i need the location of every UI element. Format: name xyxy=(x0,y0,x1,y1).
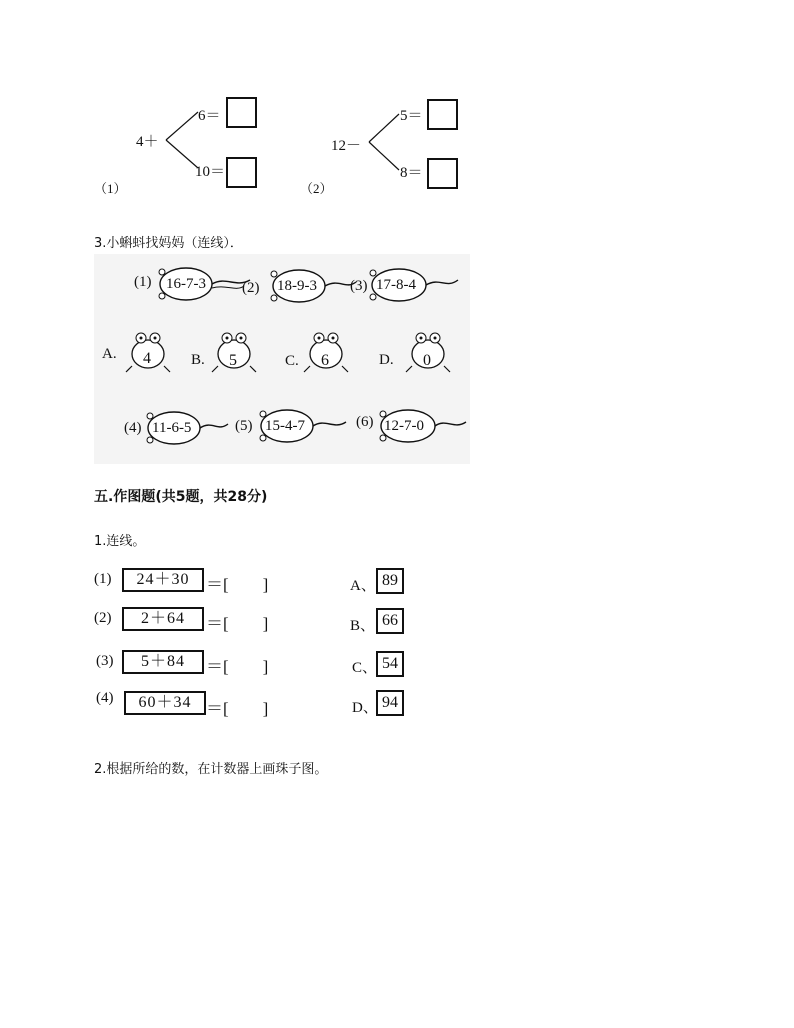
frog-a-label: A. xyxy=(102,346,117,362)
option-label: D、 xyxy=(352,700,378,716)
frog-c-label: C. xyxy=(285,353,299,369)
tree-top-expr: 5＝ xyxy=(400,108,423,124)
tadpole-6-expr: 12-7-0 xyxy=(384,418,424,434)
tadpole-4-label: (4) xyxy=(124,420,142,436)
tree-root: 12－ xyxy=(331,138,362,154)
row-number: (4) xyxy=(96,690,114,706)
row-number: (3) xyxy=(96,653,114,669)
expression-box: 24＋30 xyxy=(122,568,204,592)
row-number: (1) xyxy=(94,571,112,587)
tadpole-frog-picture xyxy=(94,254,470,464)
section-5-heading: 五.作图题(共5题，共28分) xyxy=(94,489,268,505)
frog-b-value: 5 xyxy=(229,352,237,369)
tree-bottom-expr: 10＝ xyxy=(195,164,226,180)
question-2-title: 2.根据所给的数，在计数器上画珠子图。 xyxy=(94,762,328,777)
answer-box[interactable] xyxy=(427,99,458,130)
answer-box[interactable] xyxy=(427,158,458,189)
expression-box: 2＋64 xyxy=(122,607,204,631)
tree-top-expr: 6＝ xyxy=(198,108,221,124)
option-box[interactable]: 94 xyxy=(376,690,404,716)
tree-root: 4＋ xyxy=(136,134,159,150)
tadpole-2-label: (2) xyxy=(242,280,260,296)
frog-d-value: 0 xyxy=(423,352,431,369)
answer-bracket[interactable]: ＝[ ] xyxy=(206,657,269,676)
frog-d-label: D. xyxy=(379,352,394,368)
tadpole-5-label: (5) xyxy=(235,418,253,434)
row-number: (2) xyxy=(94,610,112,626)
answer-bracket[interactable]: ＝[ ] xyxy=(206,699,269,718)
answer-box[interactable] xyxy=(226,97,257,128)
diagram-label: （1） xyxy=(94,181,127,196)
option-label: C、 xyxy=(352,660,378,676)
tadpole-5-expr: 15-4-7 xyxy=(265,418,305,434)
answer-bracket[interactable]: ＝[ ] xyxy=(206,614,269,633)
diagram-label: （2） xyxy=(300,181,333,196)
option-label: A、 xyxy=(350,578,376,594)
question-3-title: 3.小蝌蚪找妈妈（连线）． xyxy=(94,236,243,251)
expression-box: 5＋84 xyxy=(122,650,204,674)
tadpole-2-expr: 18-9-3 xyxy=(277,278,317,294)
frog-a-value: 4 xyxy=(143,350,151,367)
option-box[interactable]: 54 xyxy=(376,651,404,677)
frog-b-label: B. xyxy=(191,352,205,368)
frog-c-value: 6 xyxy=(321,352,329,369)
option-box[interactable]: 66 xyxy=(376,608,404,634)
tadpole-1-label: (1) xyxy=(134,274,152,290)
expression-box: 60＋34 xyxy=(124,691,206,715)
answer-bracket[interactable]: ＝[ ] xyxy=(206,575,269,594)
tadpole-4-expr: 11-6-5 xyxy=(152,420,192,436)
answer-box[interactable] xyxy=(226,157,257,188)
tree-bottom-expr: 8＝ xyxy=(400,165,423,181)
tadpole-1-expr: 16-7-3 xyxy=(166,276,206,292)
tadpole-3-expr: 17-8-4 xyxy=(376,277,416,293)
option-box[interactable]: 89 xyxy=(376,568,404,594)
question-1-title: 1.连线。 xyxy=(94,534,146,549)
tadpole-6-label: (6) xyxy=(356,414,374,430)
tadpole-3-label: (3) xyxy=(350,278,368,294)
option-label: B、 xyxy=(350,618,376,634)
